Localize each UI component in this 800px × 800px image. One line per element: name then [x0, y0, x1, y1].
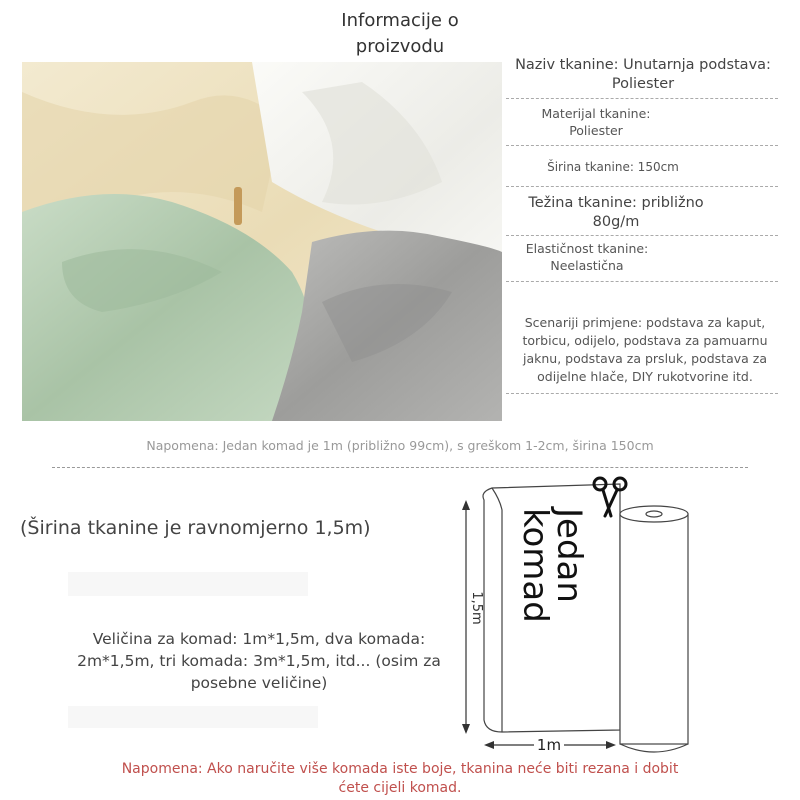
spec-divider: [506, 145, 778, 146]
spec-fabric-name: Naziv tkanine: Unutarnja podstava: Poliester: [515, 57, 771, 92]
page-title: Informacije o proizvodu: [341, 10, 459, 57]
spec-divider: [506, 235, 778, 236]
spec-width: Širina tkanine: 150cm: [547, 160, 679, 174]
width-statement: (Širina tkanine je ravnomjerno 1,5m): [20, 517, 371, 539]
spec-divider: [506, 186, 778, 187]
background-band: [68, 706, 318, 728]
spec-divider: [506, 393, 778, 394]
piece-label-wrap: [504, 508, 589, 668]
height-label: 1,5m: [469, 591, 484, 625]
spec-elasticity: Elastičnost tkanine: Neelastična: [525, 241, 649, 273]
piece-label: Jedan komad: [515, 508, 589, 623]
spec-material: Materijal tkanine: Poliester: [541, 106, 651, 138]
length-label: 1m: [534, 736, 564, 754]
background-band: [68, 572, 308, 596]
size-statement: Veličina za komad: 1m*1,5m, dva komada: 2m*1,5m, tri komada: 3m*1,5m, itd... (osim za posebne veličine): [77, 630, 441, 692]
fabric-roll-diagram: [440, 470, 720, 760]
fabric-photo: [22, 62, 502, 421]
note-multiple-pieces: Napomena: Ako naručite više komada iste boje, tkanina neće biti rezana i dobit ćete cijeli komad.: [121, 761, 679, 796]
section-divider: [52, 467, 748, 468]
spec-weight: Težina tkanine: približno 80g/m: [528, 195, 704, 230]
note-piece-length: Napomena: Jedan komad je 1m (približno 99cm), s greškom 1-2cm, širina 150cm: [146, 438, 654, 453]
spec-divider: [506, 98, 778, 99]
spec-usage: Scenariji primjene: podstava za kaput, torbicu, odijelo, podstava za pamuarnu jaknu, podstava za prsluk, podstava za odijelne hlače, DIY rukotvorine itd.: [522, 315, 768, 384]
spec-divider: [506, 281, 778, 282]
